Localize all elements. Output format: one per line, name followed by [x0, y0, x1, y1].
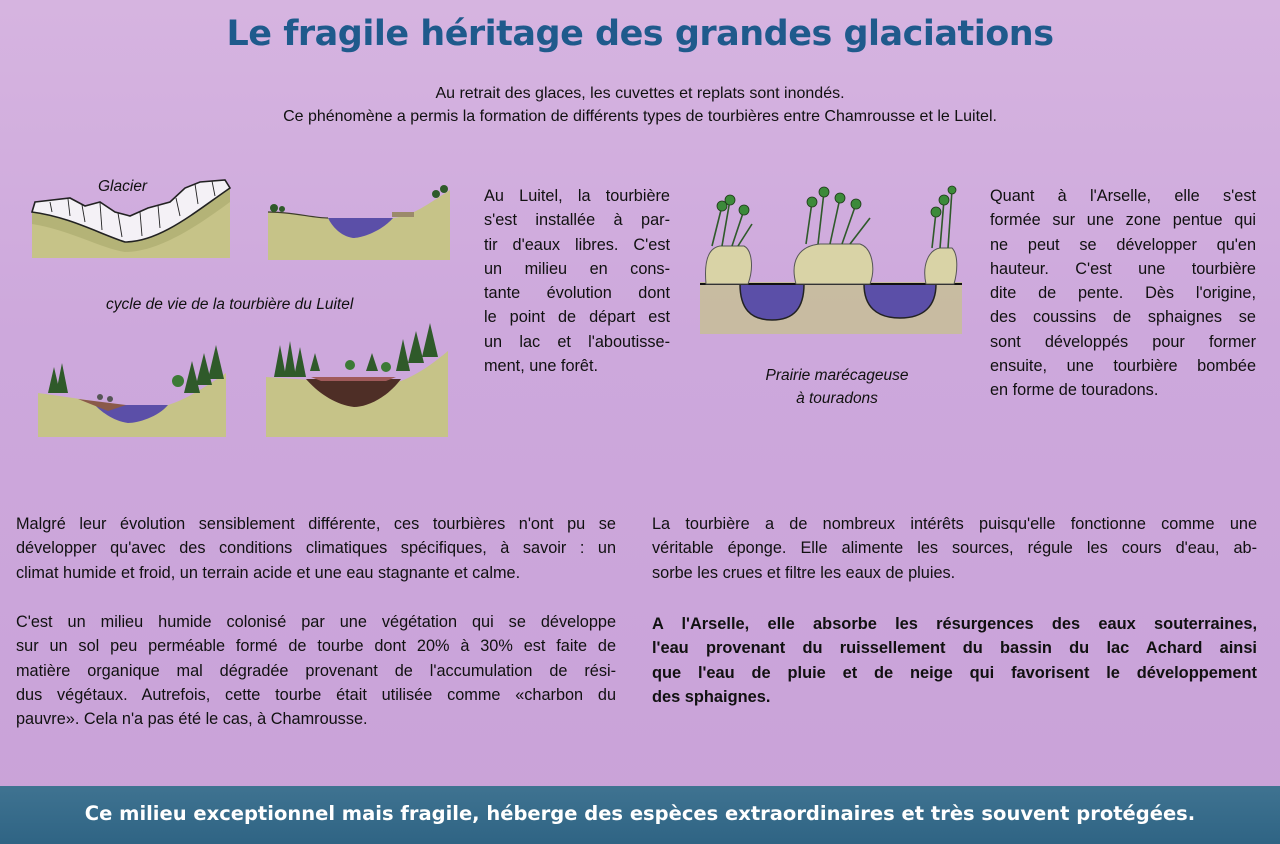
text-line: Malgré leur évolution sensiblement différente, ces tourbières n'ont pu se	[16, 515, 616, 533]
text-line: en forme de touradons.	[990, 381, 1159, 400]
text-line: Au Luitel, la tourbière	[484, 187, 670, 205]
prairie-caption	[745, 364, 929, 410]
text-line: ensuite, une tourbière bombée	[990, 357, 1256, 376]
peat-forest-illustration	[38, 335, 228, 437]
text-line: développer qu'avec des conditions climatiques spécifiques, à savoir : un	[16, 539, 616, 558]
text-line: s'est installée à par-	[484, 211, 670, 230]
page-title: Le fragile héritage des grandes glaciations	[226, 14, 1054, 54]
luitel-cycle-caption: cycle de vie de la tourbière du Luitel	[106, 296, 354, 313]
intro-line: Au retrait des glaces, les cuvettes et replats sont inondés.	[435, 85, 845, 102]
text-line: Quant à l'Arselle, elle s'est	[990, 187, 1256, 205]
text-line: véritable éponge. Elle alimente les sources, régule les cours d'eau, ab-	[652, 539, 1257, 558]
text-line: des coussins de sphaignes se	[990, 308, 1256, 327]
prairie-caption-line: à touradons	[796, 390, 878, 407]
text-line: La tourbière a de nombreux intérêts puisqu'elle fonctionne comme une	[652, 515, 1257, 533]
text-line: hauteur. C'est une tourbière	[990, 259, 1256, 278]
text-line: un lac et l'aboutisse-	[484, 332, 670, 351]
glacier-label: Glacier	[98, 178, 148, 195]
text-line: tir d'eaux libres. C'est	[484, 235, 670, 254]
text-line: sur un sol peu perméable formé de tourbe dont 20% à 30% est faite de	[16, 637, 616, 656]
text-line: sorbe les crues et filtre les eaux de pluies.	[652, 563, 956, 582]
text-line: que l'eau de pluie et de neige qui favorisent le développement	[652, 663, 1257, 682]
text-line: A l'Arselle, elle absorbe les résurgences des eaux souterraines,	[652, 615, 1257, 633]
text-line: sont développés pour former	[990, 332, 1256, 351]
text-line: l'eau provenant du ruissellement du bassin du lac Achard ainsi	[652, 639, 1257, 658]
text-line: formée sur une zone pentue qui	[990, 211, 1256, 230]
text-line: pauvre». Cela n'a pas été le cas, à Chamrousse.	[16, 710, 368, 729]
prairie-caption-line: Prairie marécageuse	[765, 367, 909, 384]
text-line: dite de pente. Dès l'origine,	[990, 284, 1256, 303]
text-line: C'est un milieu humide colonisé par une végétation qui se développe	[16, 613, 616, 631]
forest-peat-illustration	[266, 315, 451, 437]
text-line: climat humide et froid, un terrain acide et une eau stagnante et calme.	[16, 563, 521, 582]
text-line: des sphaignes.	[652, 687, 771, 706]
lake-illustration	[268, 182, 453, 260]
conditions-paragraph	[16, 512, 616, 585]
touradons-illustration	[700, 182, 962, 334]
text-line: un milieu en cons-	[484, 259, 670, 278]
footer-band	[0, 786, 1280, 844]
intro-text	[0, 82, 1280, 128]
text-line: matière organique mal dégradée provenant de l'accumulation de rési-	[16, 661, 616, 680]
sponge-paragraph	[652, 512, 1257, 585]
intro-line: Ce phénomène a permis la formation de différents types de tourbières entre Chamrousse et le Luitel.	[283, 108, 997, 125]
luitel-paragraph	[484, 184, 670, 378]
text-line: le point de départ est	[484, 308, 670, 327]
arselle-absorb-paragraph	[652, 612, 1257, 709]
footer-text: Ce milieu exceptionnel mais fragile, héberge des espèces extraordinaires et très souvent protégées.	[84, 802, 1196, 825]
text-line: ment, une forêt.	[484, 357, 599, 376]
peat-definition-paragraph	[16, 610, 616, 731]
arselle-paragraph	[990, 184, 1256, 403]
text-line: tante évolution dont	[484, 284, 670, 303]
text-line: ne peut se développer qu'en	[990, 235, 1256, 254]
text-line: dus végétaux. Autrefois, cette tourbe était utilisée comme «charbon du	[16, 685, 616, 704]
